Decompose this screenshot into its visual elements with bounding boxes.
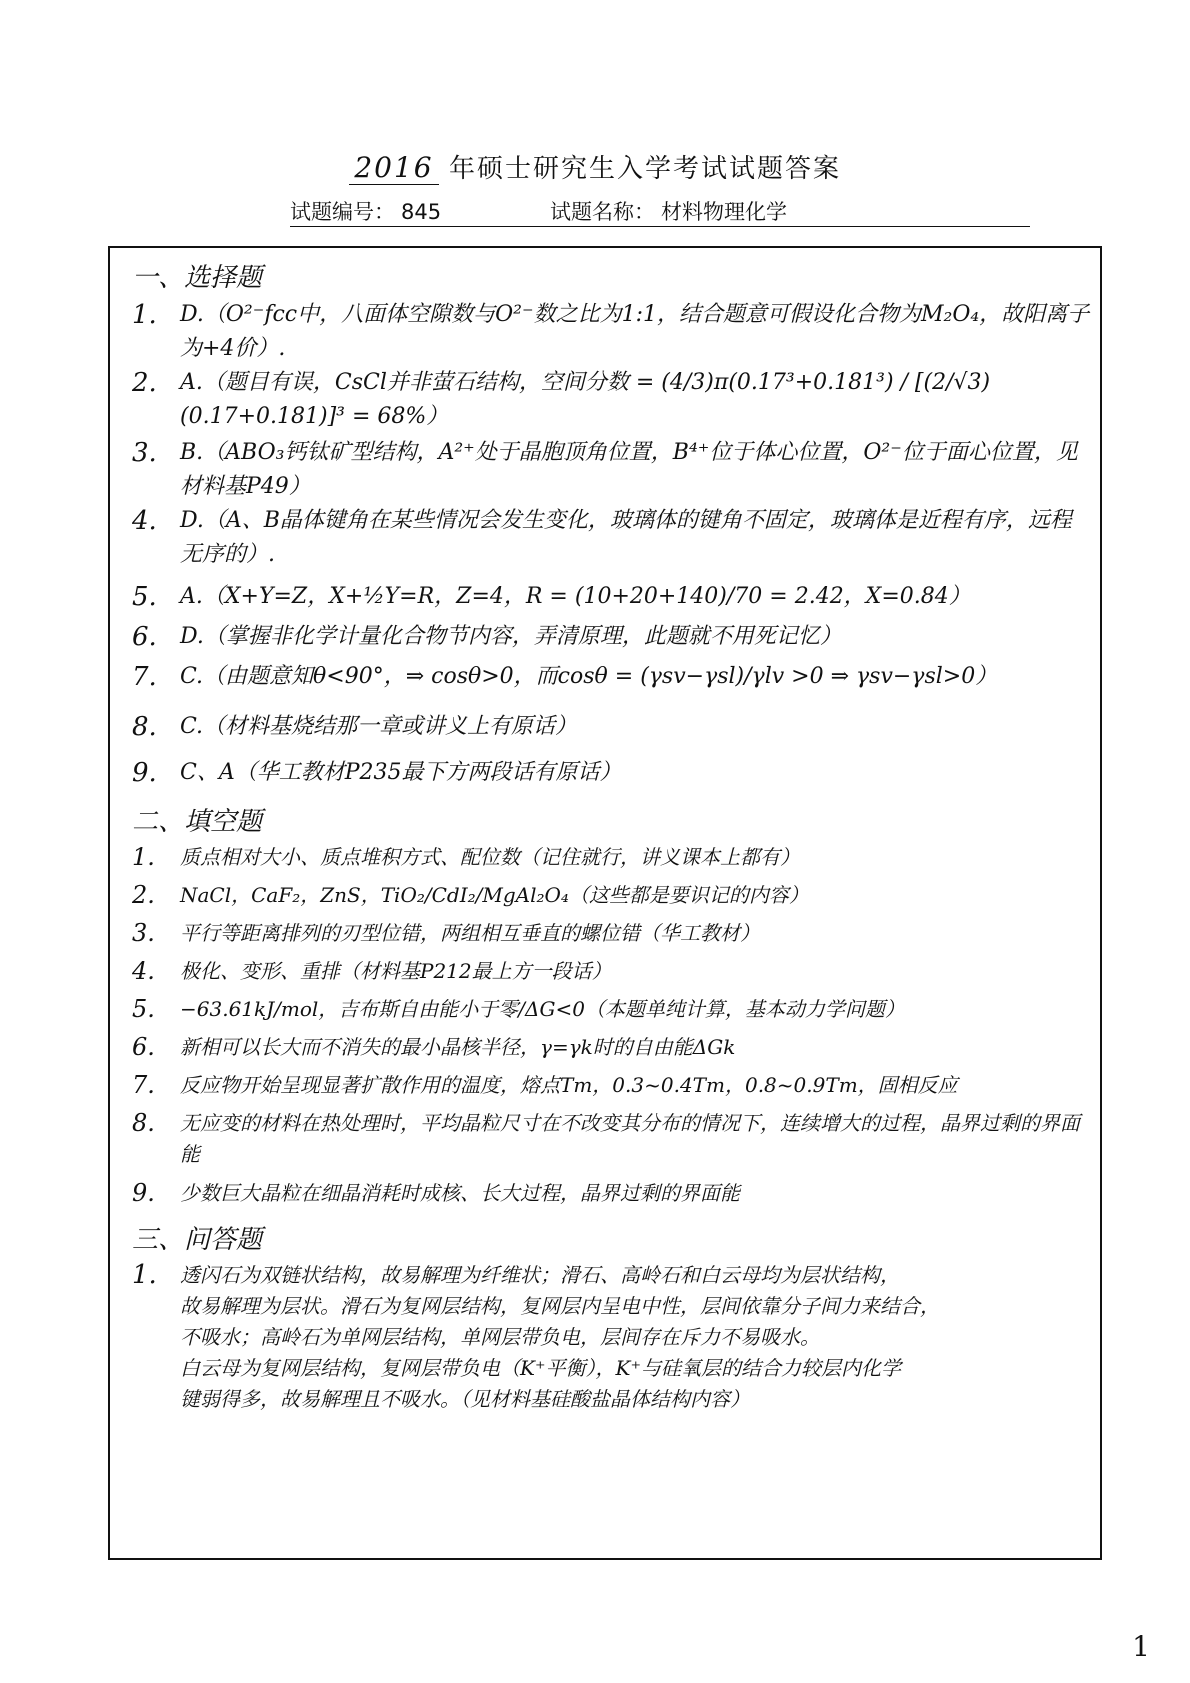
exam-subject: 试题名称： 材料物理化学: [550, 196, 793, 226]
item-number: 8.: [132, 712, 157, 742]
item-number: 6.: [132, 622, 157, 652]
answer-text: 无应变的材料在热处理时，平均晶粒尺寸在不改变其分布的情况下，连续增大的过程，晶界过剩的界面能: [180, 1111, 1080, 1166]
section-title: 二、填空题: [132, 807, 263, 837]
item-number: 3.: [132, 438, 157, 468]
item-number: 7.: [132, 1071, 155, 1099]
answer-line: 不吸水；高岭石为单网层结构，单网层带负电，层间存在斥力不易吸水。: [180, 1325, 820, 1349]
document-title: [0, 148, 1190, 185]
page-number: 1: [1132, 1630, 1150, 1663]
item-number: 1.: [132, 1260, 157, 1290]
section-title: 三、问答题: [132, 1225, 263, 1255]
item-number: 7.: [132, 662, 157, 692]
title-text: 年硕士研究生入学考试试题答案: [448, 154, 841, 184]
item-number: 8.: [132, 1109, 155, 1137]
answer-content: [120, 258, 1092, 1415]
exam-subject-value: 材料物理化学: [655, 200, 793, 227]
answer-text: B.（ABO₃钙钛矿型结构，A²⁺处于晶胞顶角位置，B⁴⁺位于体心位置，O²⁻位于面心位置，见材料基P49）: [180, 440, 1078, 499]
item-number: 2.: [132, 368, 157, 398]
answer-text: D.（掌握非化学计量化合物节内容，弄清原理，此题就不用死记忆）: [180, 624, 842, 649]
answer-text: −63.61kJ/mol，吉布斯自由能小于零/ΔG<0（本题单纯计算，基本动力学问题）: [180, 997, 905, 1021]
answer-text: A.（题目有误，CsCl并非萤石结构，空间分数 = (4/3)π(0.17³+0.181³) / [(2/√3)(0.17+0.181)]³ = 68%）: [180, 370, 991, 429]
answer-text: D.（A、B晶体键角在某些情况会发生变化，玻璃体的键角不固定，玻璃体是近程有序，远程无序的）.: [180, 508, 1072, 567]
answer-line: 故易解理为层状。滑石为复网层结构，复网层内呈电中性，层间依靠分子间力来结合，: [180, 1294, 940, 1318]
item-number: 1.: [132, 300, 157, 330]
exam-code: 试题编号： 845: [290, 196, 447, 226]
item-number: 9.: [132, 758, 157, 788]
answer-text: 质点相对大小、质点堆积方式、配位数（记住就行，讲义课本上都有）: [180, 845, 800, 869]
answer-text: 平行等距离排列的刃型位错，两组相互垂直的螺位错（华工教材）: [180, 921, 760, 945]
item-number: 5.: [132, 582, 157, 612]
answer-line: 键弱得多，故易解理且不吸水。（见材料基硅酸盐晶体结构内容）: [180, 1387, 750, 1411]
answer-text: 反应物开始呈现显著扩散作用的温度，熔点Tm，0.3~0.4Tm，0.8~0.9Tm，固相反应: [180, 1073, 958, 1097]
section-choice: [120, 258, 1092, 802]
item-number: 5.: [132, 995, 155, 1023]
item-number: 6.: [132, 1033, 155, 1061]
answer-text: A.（X+Y=Z，X+½Y=R，Z=4，R = (10+20+140)/70 = 2.42，X=0.84）: [180, 584, 971, 609]
answer-text: 少数巨大晶粒在细晶消耗时成核、长大过程，晶界过剩的界面能: [180, 1181, 740, 1205]
item-number: 9.: [132, 1179, 155, 1207]
exam-year: 2016: [349, 151, 439, 185]
section-title: 一、选择题: [132, 263, 263, 293]
answer-text: C.（由题意知θ<90°，⇒ cosθ>0，而cosθ = (γsv−γsl)/γlv >0 ⇒ γsv−γsl>0）: [180, 664, 998, 689]
answer-text: 新相可以长大而不消失的最小晶核半径，γ=γk时的自由能ΔGk: [180, 1035, 736, 1059]
item-number: 4.: [132, 957, 155, 985]
item-number: 2.: [132, 881, 155, 909]
answer-text: NaCl，CaF₂，ZnS，TiO₂/CdI₂/MgAl₂O₄（这些都是要识记的内容）: [180, 883, 809, 907]
answer-line: 透闪石为双链状结构，故易解理为纤维状；滑石、高岭石和白云母均为层状结构，: [180, 1263, 900, 1287]
section-qa: [120, 1220, 1092, 1415]
exam-code-value: 845: [395, 200, 447, 227]
answer-text: 极化、变形、重排（材料基P212最上方一段话）: [180, 959, 612, 983]
item-number: 1.: [132, 843, 155, 871]
answer-text: C.（材料基烧结那一章或讲义上有原话）: [180, 714, 578, 739]
item-number: 4.: [132, 506, 157, 536]
header-rule: [290, 226, 1030, 227]
section-fill-in: [120, 802, 1092, 1220]
answer-text: D.（O²⁻fcc中，八面体空隙数与O²⁻数之比为1:1，结合题意可假设化合物为M₂O₄，故阳离子为+4价）.: [180, 302, 1090, 361]
answer-text: C、A（华工教材P235最下方两段话有原话）: [180, 760, 622, 785]
answer-line: 白云母为复网层结构，复网层带负电（K⁺平衡），K⁺与硅氧层的结合力较层内化学: [180, 1356, 901, 1380]
item-number: 3.: [132, 919, 155, 947]
